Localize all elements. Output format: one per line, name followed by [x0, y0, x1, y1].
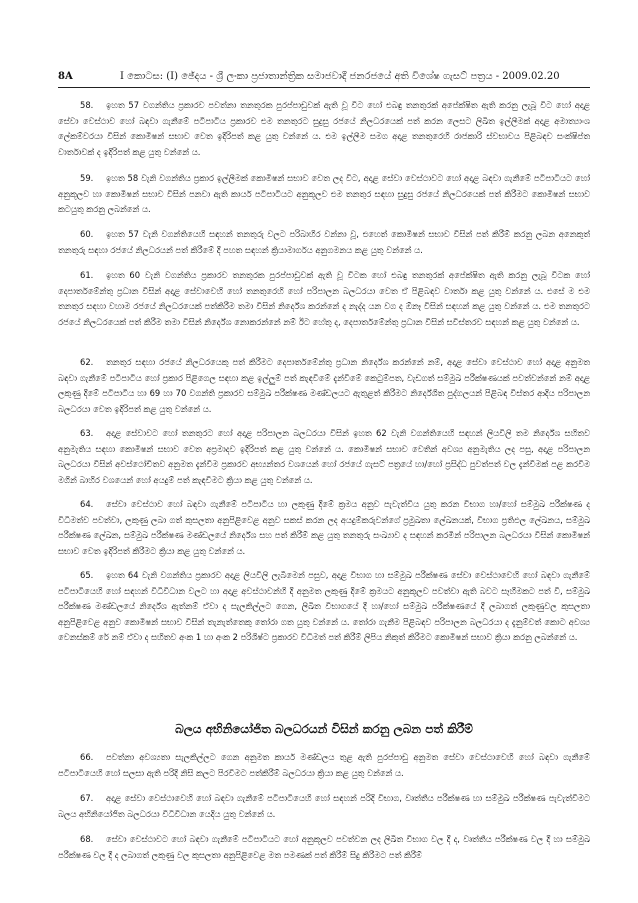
paragraph-61	[58, 268, 590, 347]
paragraph-text: ඉහත 64 වැනි වගන්තිය ප්‍රකාරව අදාළ ලියවිලි ලැබීමෙන් පසුව, අදාළ විභාග හා සම්මුඛ පරීක්ෂණ සේවා වෙස්ථාවෙහි හෝ බඳවා ගැනීමේ පටිපාටියෙහි හෝ සඳහන් විධිවිධාන වලට හා අදාළ අවස්ථාවන්හි දී අනුමත ලකුණු දීමේ ක්‍රමයට අනුකූලව පවත්වා ඇති බවට සෑහීමකට පත් වී, සම්මුඛ පරීක්ෂණ මණ්ඩලයේ නිර්දේශ ඇත්නම් ඒවා ද සැලකිල්ලට ගෙන, ලිඛිත විභාගයේ දී හා/හෝ සම්මුඛ පරීක්ෂණයේ දී ලබාගත් ලකුණුවල කුසලතා අනුපිළිවෙළ අනුව කොමිෂන් සභාව විසින් තැනැත්තෙකු තෝරා ගත යුතු වන්නේ ය. තෝරා ගැනීම පිළිබඳව පරිපාලන බලධරයා ද දැනුම්වත් කොට අවශ්‍ය වෙනස්කම් රේ නම් ඒවා ද සහිතව අංක 1 හා අංක 2 පරිශිෂ්ට ප්‍රකාරව විධිමත් පත් කිරීම් ලිපිය නිකුත් කිරීමට කොමිෂන් සභාව ක්‍රියා කරනු ලබන්නේ ය.	[58, 570, 590, 643]
paragraph-59	[58, 171, 590, 218]
paragraph-58	[58, 98, 590, 161]
section-heading: බලය අභිනියෝජිත බලධරයන් විසින් කරනු ලබන පත් කිරීම්	[175, 722, 473, 736]
paragraph-68	[58, 832, 590, 864]
paragraph-text: සේවා වෙස්ථාව හෝ බඳවා ගැනීමේ පටිපාටිය හා ලකුණු දීමේ ක්‍රමය අනුව පැවැත්විය යුතු කරන විභාග හා/හෝ සම්මුඛ පරීක්ෂණ ද විධිමත්ව පවත්වා, ලකුණු ලබා ගත් කුසලතා අනුපිළිවෙළ අනුව සකස් කරන ලද අයදුම්කරුවන්ගේ ප්‍රමුඛතා ලේඛනයක්, විභාග ප්‍රතිඵල ලේඛනය, සම්මුඛ පරීක්ෂණ ලේඛන, සම්මුඛ පරීක්ෂණ මණ්ඩලයේ නිර්දේශ සහ පත් කිරීම් කළ යුතු තනතුරු සංඛ්‍යාව ද සඳහන් කරමින් පරිපාලන බලධරයා විසින් කොමිෂන් සභාව වෙත ඉදිරිපත් කිරීමට ක්‍රියා කළ යුතු වන්නේ ය.	[58, 499, 590, 556]
paragraph-text: අදාළ සේවා වෙස්ථාවෙහි හෝ බඳවා ගැනීමේ පටිපාටියෙහි හෝ සඳහන් පරිදි විභාග, වෘත්තීය පරීක්ෂණ හා සම්මුඛ පරීක්ෂණ පැවැත්වීමට බලය අභිනියෝජිත බලධරයා විධිවිධාන යෙදිය යුතු වන්නේ ය.	[58, 793, 590, 819]
paragraph-number: 60.	[80, 229, 94, 239]
paragraph-number: 63.	[80, 428, 94, 438]
paragraph-text: පවත්නා අවශ්‍යතා සැලකිල්ලට ගෙන අනුමත කාර්ය මණ්ඩලය තුළ ඇති පුරප්පාඩු අනුමත සේවා වෙස්ථාවෙහි හෝ බඳවා ගැනීමේ පටිපාටියෙහි හෝ සලසා ඇති පරිදි නිසි කලට පිරවීමට පත්කිරීම් බලධරයා ක්‍රියා කළ යුතු වන්නේ ය.	[58, 752, 590, 778]
page-number: 8A	[58, 71, 73, 82]
page-header	[58, 70, 590, 84]
paragraph-65	[58, 568, 590, 694]
paragraph-63	[58, 426, 590, 489]
paragraph-text: ඉහත 57 වගන්තිය ප්‍රකාරව පවත්නා තනතුරක පුරප්පාඩුවක් ඇති වූ විට හෝ එබඳු තනතුරක් අපේක්ෂිත ඇති කරනු ලැබූ විට හෝ අදාළ සේවා වෙස්ථාව හෝ බඳවා ගැනීමේ පටිපාටිය ප්‍රකාරව එම තනතුරට සුදුසු රජයේ නිලධරයෙක් පත් කරන ලෙසට ලිඛිත ඉල්ලීමක් අදාළ අමාත්‍යාංශ ලේකම්වරයා විසින් කොමිෂන් සභාව වෙත ඉදිරිපත් කළ යුතු වන්නේ ය. එම ඉල්ලීම සමග අදාළ තනතුරෙහි රාජකාරි ස්වභාවය පිළිබඳව සංක්ෂිප්ත වාර්තාවක් ද ඉදිරිපත් කළ යුතු වන්නේ ය.	[58, 100, 590, 157]
paragraph-67	[58, 791, 590, 823]
paragraph-number: 66.	[80, 752, 94, 762]
header-rule	[58, 87, 590, 88]
paragraph-number: 65.	[80, 570, 94, 580]
paragraph-text: ඉහත 58 වැනි වගන්තිය ප්‍රකාර ඉල්ලීමක් කොමිෂන් සභාව වෙත ලද විට, අදාළ සේවා වෙස්ථාවට හෝ අදාළ බඳවා ගැනීමේ පටිපාටියට හෝ අනුකූලව හා කොමිෂන් සභාව විසින් පනවා ඇති කාර්ය පටිපාටියට අනුකූලව එම තනතුර සඳහා සුදුසු රජයේ නිලධරයෙක් පත් කිරීමට කොමිෂන් සභාව කටයුතු කරනු ලබන්නේ ය.	[58, 173, 590, 215]
paragraph-text: තනතුර සඳහා රජයේ නිලධරයෙකු පත් කිරීමට දෙපාර්තමේන්තු ප්‍රධාන නිර්දේශ කරන්නේ නම්, අදාළ සේවා වෙස්ථාව හෝ අදාළ අනුමත බඳවා ගැනීමේ පටිපාටිය හෝ ප්‍රකාර පිළිගෙල සඳහා කළ ඉල්ලුම් පත් කැඳවීමේ දැන්වීමේ කෙටුම්පත, වැඩගත් සම්මුඛ පරීක්ෂණයක් පවත්වන්නේ නම් අදාළ ලකුණු දීමේ පටිපාටිය හා 69 හා 70 වගන්ති ප්‍රකාරව සම්මුඛ පරීක්ෂණ මණ්ඩලයට ඇතුළත් කිරීමට නිර්දේශිත පුද්ගලයන් පිළිබඳ විස්තර ආදිය පරිපාලන බලධරයා වෙත ඉදිරිපත් කළ යුතු වන්නේ ය.	[58, 357, 590, 414]
paragraph-text: සේවා වෙස්ථාවට හෝ බඳවා ගැනීමේ පටිපාටියට හෝ අනුකූලව පවත්වන ලද ලිඛිත විභාග වල දී ද, වෘත්තීය පරීක්ෂණ වල දී හා සම්මුඛ පරීක්ෂණ වල දී ද ලබාගත් ලකුණු වල කුසලතා අනුපිළිවෙළ මත පමණක් පත් කිරීම් සිදු කිරීමට පත් කිරීම්	[58, 834, 590, 860]
gazette-title: I කොටස: (I) ඡේදය - ශ්‍රී ලංකා ප්‍රජාතාන්ත්‍රික සමාජවාදී ජනරජයේ අති විශේෂ ගැසට් පත්‍රය - 2009.02.20	[120, 71, 560, 82]
paragraph-number: 68.	[80, 834, 94, 844]
paragraph-number: 59.	[80, 173, 94, 183]
paragraph-number: 62.	[80, 357, 94, 367]
paragraph-number: 58.	[80, 100, 94, 110]
paragraph-60	[58, 227, 590, 259]
paragraph-text: ඉහත 57 වැනි වගන්තියෙහි සඳහන් තනතුරු වලට පරිබාහිර වන්නා වූ, එහෙත් කොමිෂන් සභාව විසින් පත් කිරීම් කරනු ලබන අනෙකුත් තනතුරු සඳහා රජයේ නිලධරයන් පත් කිරීමේ දී පහත සඳහන් ක්‍රියාමාර්ගය අනුගමනය කළ යුතු වන්නේ ය.	[58, 229, 590, 255]
paragraph-66	[58, 750, 590, 782]
paragraph-number: 67.	[80, 793, 94, 803]
paragraph-text: අදාළ සේවාවට හෝ තනතුරට හෝ අදාළ පරිපාලන බලධරයා විසින් ඉහත 62 වැනි වගන්තියෙහි සඳහන් ලියවිලි තම නිර්දේශ සහිතව අනුමැතිය සඳහා කොමිෂන් සභාව වෙත අප්‍රමාදව ඉදිරිපත් කළ යුතු වන්නේ ය. කොමිෂන් සභාව වෙතින් අවශ්‍ය අනුමැතිය ලද පසු, අදාළ පරිපාලන බලධරයා විසින් අවස්ථෝචිතව අනුමත දැන්වීම ප්‍රකාරව අභ්‍යන්තර වශයෙන් හෝ රජයේ ගැසට් පත්‍රයේ හා/හෝ ප්‍රසිද්ධ පුවත්පත් වල දැන්වීමක් පළ කරවීම මගින් බාහිර වශයෙන් හෝ අයදුම් පත් කැඳවීමට ක්‍රියා කළ යුතු වන්නේ ය.	[58, 428, 590, 485]
paragraph-number: 61.	[80, 270, 94, 280]
paragraph-number: 64.	[80, 499, 94, 509]
paragraph-62	[58, 355, 590, 418]
paragraph-text: ඉහත 60 වැනි වගන්තිය ප්‍රකාරව තනතුරක පුරප්පාඩුවක් ඇති වූ විටක හෝ එබඳු තනතුරක් අපේක්ෂිත ඇති කරනු ලැබූ විටක හෝ දෙපාර්තමේන්තු ප්‍රධාන විසින් අදාළ සේවාවෙහි හෝ තනතුරෙහි හෝ පරිපාලන බලධරයා වෙත ඒ පිළිබඳව වාර්තා කළ යුතු වන්නේ ය. එසේ ම එම තනතුර සඳහා වහාම රජයේ නිලධරයෙක් පත්කිරීම තමා විසින් නිර්දේශ කරන්නේ ද නැද්ද යන වග ද ඕනෑ විසින් සඳහන් කළ යුතු වන්නේ ය. එම තනතුරට රජයේ නිලධරයෙක් පත් කිරීම තමා විසින් නිර්දේශ නොකරන්නේ නම් ඊට හේතු ද, දෙපාර්තමේන්තු ප්‍රධාන විසින් සවිස්තරව සඳහන් කළ යුතු වන්නේ ය.	[58, 270, 590, 327]
paragraph-64	[58, 497, 590, 560]
